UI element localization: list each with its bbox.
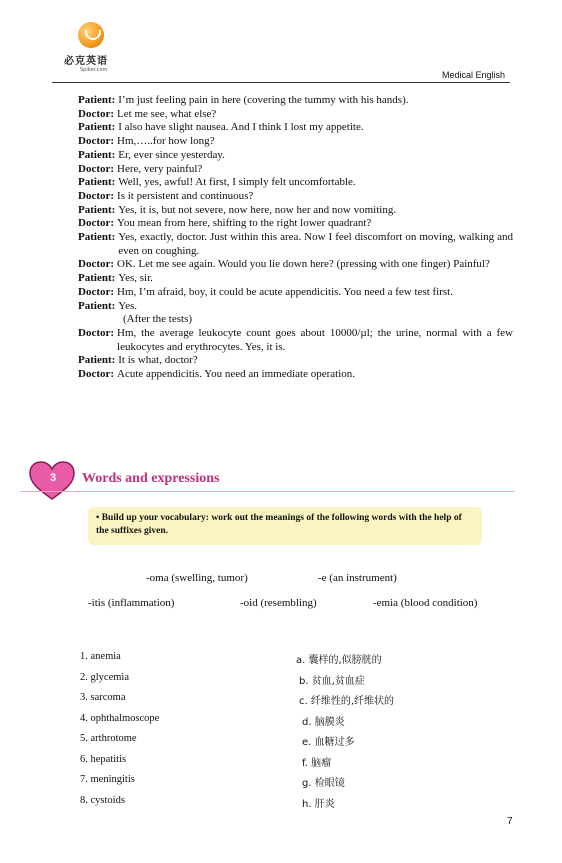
dialogue-line [78,231,513,258]
header-title: Medical English [441,70,505,80]
speaker-label: Patient: [78,94,116,106]
term-item: 7. meningitis [80,774,135,785]
speech-text: It is what, doctor? [118,354,198,367]
meaning-item: d. 脑膜炎 [302,717,345,728]
dialogue-line [78,94,513,108]
speaker-label: Doctor: [78,107,115,120]
term-item: 3. sarcoma [80,692,126,703]
speaker-label: Doctor: [78,189,115,202]
suffix-item: -e (an instrument) [318,572,397,584]
section-divider [20,491,515,492]
meaning-item: h. 肝炎 [302,799,335,810]
speech-text: Yes, it is, but not severe, now here, now her and now vomiting. [118,203,397,216]
speech-text: Er, ever since yesterday. [118,148,225,161]
header-divider [52,82,510,83]
term-item: 2. glycemia [80,672,129,683]
meaning-item: g. 检眼镜 [302,778,345,789]
speaker-label: Doctor: [78,326,115,339]
speaker-label: Patient: [78,272,116,285]
speaker-label: Patient: [78,299,116,312]
dialogue-line [78,108,513,122]
speaker-label: Doctor: [78,135,115,148]
speech-text: OK. Let me see again. Would you lie down here? (pressing with one finger) Painful? [117,258,490,271]
speech-text: Hm, the average leukocyte count goes about 10000/µl; the urine, normal with a few leukocytes and erythrocytes. Yes, it is. [117,326,513,353]
speaker-label: Doctor: [78,368,115,381]
speech-text: Hm,…..for how long? [117,135,215,148]
suffix-item: -emia (blood condition) [373,597,478,609]
speaker-label: Doctor: [78,285,115,298]
speaker-label: Patient: [78,121,116,134]
dialogue-line [78,272,513,286]
speech-text: (After the tests) [123,313,193,326]
dialogue-line [78,176,513,190]
speech-text: Here, very painful? [117,162,203,175]
term-item: 4. ophthalmoscope [80,713,160,724]
dialogue-line [78,286,513,300]
dialogue-line [78,354,513,368]
term-item: 1. anemia [80,651,121,662]
suffix-item: -oid (resembling) [240,597,317,609]
speech-text: Hm, I’m afraid, boy, it could be acute appendicitis. You need a few test first. [117,285,453,298]
dialogue-line [78,135,513,149]
section-number: 3 [49,472,57,484]
dialogue-line [78,327,513,354]
dialogue-line [78,204,513,218]
speaker-label: Patient: [78,148,116,161]
logo-english-text: Spiker.com [80,67,108,73]
speaker-label: Doctor: [78,258,115,271]
meaning-item: e. 血糖过多 [302,737,355,748]
instruction-note: • Build up your vocabulary: work out the meanings of the following words with the help of the suffixes given. [88,507,482,545]
speech-text: Yes, exactly, doctor. Just within this area. Now I feel discomfort on moving, walking and even on coughing. [118,231,513,257]
term-item: 5. arthrotome [80,733,137,744]
logo-mark-icon [78,22,104,48]
speaker-label: Doctor: [78,217,115,230]
term-item: 6. hepatitis [80,754,127,765]
dialogue-line [78,368,513,382]
logo-chinese-text: 必克英语 [64,56,108,67]
dialogue-line [78,313,513,327]
meaning-item: b. 贫血,贫血症 [299,676,365,687]
dialogue-line [78,149,513,163]
speaker-label: Patient: [78,203,116,216]
dialogue [78,94,513,382]
dialogue-line [78,163,513,177]
speech-text: You mean from here, shifting to the right lower quadrant? [117,217,372,230]
speaker-label: Patient: [78,176,116,189]
logo [52,22,142,78]
dialogue-line [78,190,513,204]
dialogue-line [78,121,513,135]
dialogue-line [78,300,513,314]
speech-text: Yes. [118,299,138,312]
speech-text: Acute appendicitis. You need an immediate operation. [117,368,356,381]
section-title: Words and expressions [82,471,220,486]
suffix-item: -itis (inflammation) [88,597,175,609]
page-number: 7 [507,816,513,827]
speech-text: Yes, sir. [118,272,153,285]
dialogue-line [78,258,513,272]
speaker-label: Patient: [78,354,116,367]
speech-text: I also have slight nausea. And I think I lost my appetite. [118,121,364,134]
speech-text: I’m just feeling pain in here (covering the tummy with his hands). [118,94,409,106]
term-item: 8. cystoids [80,795,125,806]
meaning-item: f. 脑瘤 [302,758,332,769]
meaning-item: c. 纤维性的,纤维状的 [299,696,395,707]
suffix-item: -oma (swelling, tumor) [146,572,248,584]
speech-text: Well, yes, awful! At first, I simply felt uncomfortable. [118,176,356,189]
meaning-item: a. 囊样的,似膀胱的 [296,655,382,666]
dialogue-line [78,217,513,231]
speaker-label: Patient: [78,231,116,244]
speech-text: Is it persistent and continuous? [117,189,254,202]
speaker-label: Doctor: [78,162,115,175]
speech-text: Let me see, what else? [117,107,217,120]
